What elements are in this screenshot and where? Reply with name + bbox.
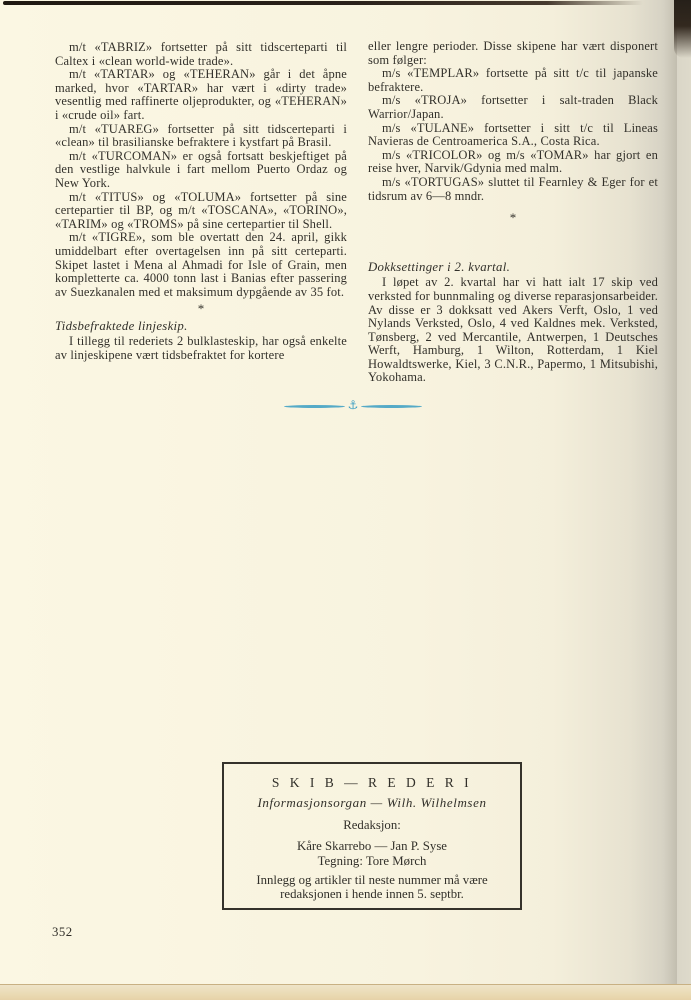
paragraph-turcoman: m/t «TURCOMAN» er også fortsatt beskjeftiget på den vestlige halvkule i fart mellom Puerto Ordaz og New York. <box>55 148 347 190</box>
page-number: 352 <box>52 925 73 939</box>
page-top-edge-shadow <box>3 1 643 5</box>
right-column <box>368 40 658 385</box>
page-bottom-edge <box>0 984 691 1000</box>
page-corner-shadow <box>674 0 691 58</box>
paragraph-tigre: m/t «TIGRE», som ble overtatt den 24. april, gikk umiddelbart efter overtagelsen inn på sitt certeparti. Skipet lastet i Mena al Ahmadi for Isle of Grain, men kompletterte ca. 4000 tonn last i Banias efter passering av Suezkanalen med et maksimum dypgående av 35 fot. <box>55 230 347 299</box>
paragraph-tartar: m/t «TARTAR» og «TEHERAN» går i det åpne marked, hvor «TARTAR» har vært i «dirty trade» vesentlig med raffinerte oljeprodukter, og «TEHERAN» i «crude oil» fart. <box>55 67 347 122</box>
section-heading-dokksettinger: Dokksettinger i 2. kvartal. <box>368 259 511 274</box>
section-separator-star: * <box>197 301 205 317</box>
paragraph-tuareg: m/t «TUAREG» fortsetter på sitt tidscerteparti i «clean» til brasilianske befraktere i kystfart på Brasil. <box>55 121 347 150</box>
left-column <box>55 41 347 363</box>
paragraph-tricolor: m/s «TRICOLOR» og m/s «TOMAR» har gjort en reise hver, Narvik/Gdynia med malm. <box>368 147 658 176</box>
divider-line-right <box>361 405 422 408</box>
paragraph-tulane: m/s «TULANE» fortsetter i sitt t/c til Lineas Navieras de Centroamerica S.A., Costa Rica. <box>368 120 658 149</box>
page-right-edge-shadow <box>663 0 677 1000</box>
paragraph-titus: m/t «TITUS» og «TOLUMA» fortsetter på sine certepartier til BP, og m/t «TOSCANA», «TORINO», «TARIM» og «TROMS» på sine certepartier til Shell. <box>55 189 347 231</box>
masthead-title: S K I B — R E D E R I <box>271 775 473 790</box>
section-heading-linjeskip: Tidsbefraktede linjeskip. <box>55 318 188 333</box>
paragraph-linjeskip: I tillegg til rederiets 2 bulklasteskip, har også enkelte av linjeskipene vært tidsbefraktet for kortere <box>55 334 347 363</box>
paragraph-tortugas: m/s «TORTUGAS» sluttet til Fearnley & Eger for et tidsrum av 6—8 mndr. <box>368 174 658 203</box>
masthead-notice: Innlegg og artikler til neste nummer må være redaksjonen i hende innen 5. septbr. <box>256 873 488 901</box>
paragraph-tabriz: m/t «TABRIZ» fortsetter på sitt tidscerteparti til Caltex i «clean world-wide trade». <box>55 40 347 68</box>
paragraph-templar: m/s «TEMPLAR» fortsette på sitt t/c til japanske befraktere. <box>368 66 658 94</box>
section-separator-star: * <box>509 210 517 226</box>
masthead-editor-label: Redaksjon: <box>343 818 401 832</box>
paragraph-continuation: eller lengre perioder. Disse skipene har vært disponert som følger: <box>368 39 658 67</box>
masthead-box <box>222 762 522 910</box>
masthead-editors: Kåre Skarrebo — Jan P. Syse <box>297 839 447 853</box>
paragraph-troja: m/s «TROJA» fortsetter i salt-traden Black Warrior/Japan. <box>368 93 658 121</box>
masthead-subtitle: Informasjonsorgan — Wilh. Wilhelmsen <box>257 795 487 810</box>
divider-line-left <box>284 405 345 408</box>
masthead-drawing: Tegning: Tore Mørch <box>317 854 427 868</box>
paragraph-dokksettinger: I løpet av 2. kvartal har vi hatt ialt 17 skip ved verksted for bunnmaling og diverse reparasjonsarbeider. Av disse er 3 dokksatt ved Akers Verft, Oslo, 1 ved Nylands Verksted, Oslo, 4 ved Kaldnes mek. Verksted, Tønsberg, 2 ved Mercantile, Antwerpen, 1 Deutsches Werft, Hamburg, 1 Wilton, Rotterdam, 1 Kiel Howaldtswerke, Kiel, 3 C.N.R., Papermo, 1 Mitsubishi, Yokohama. <box>368 275 658 385</box>
anchor-icon: ⚓ <box>347 398 359 412</box>
anchor-divider <box>281 398 425 414</box>
